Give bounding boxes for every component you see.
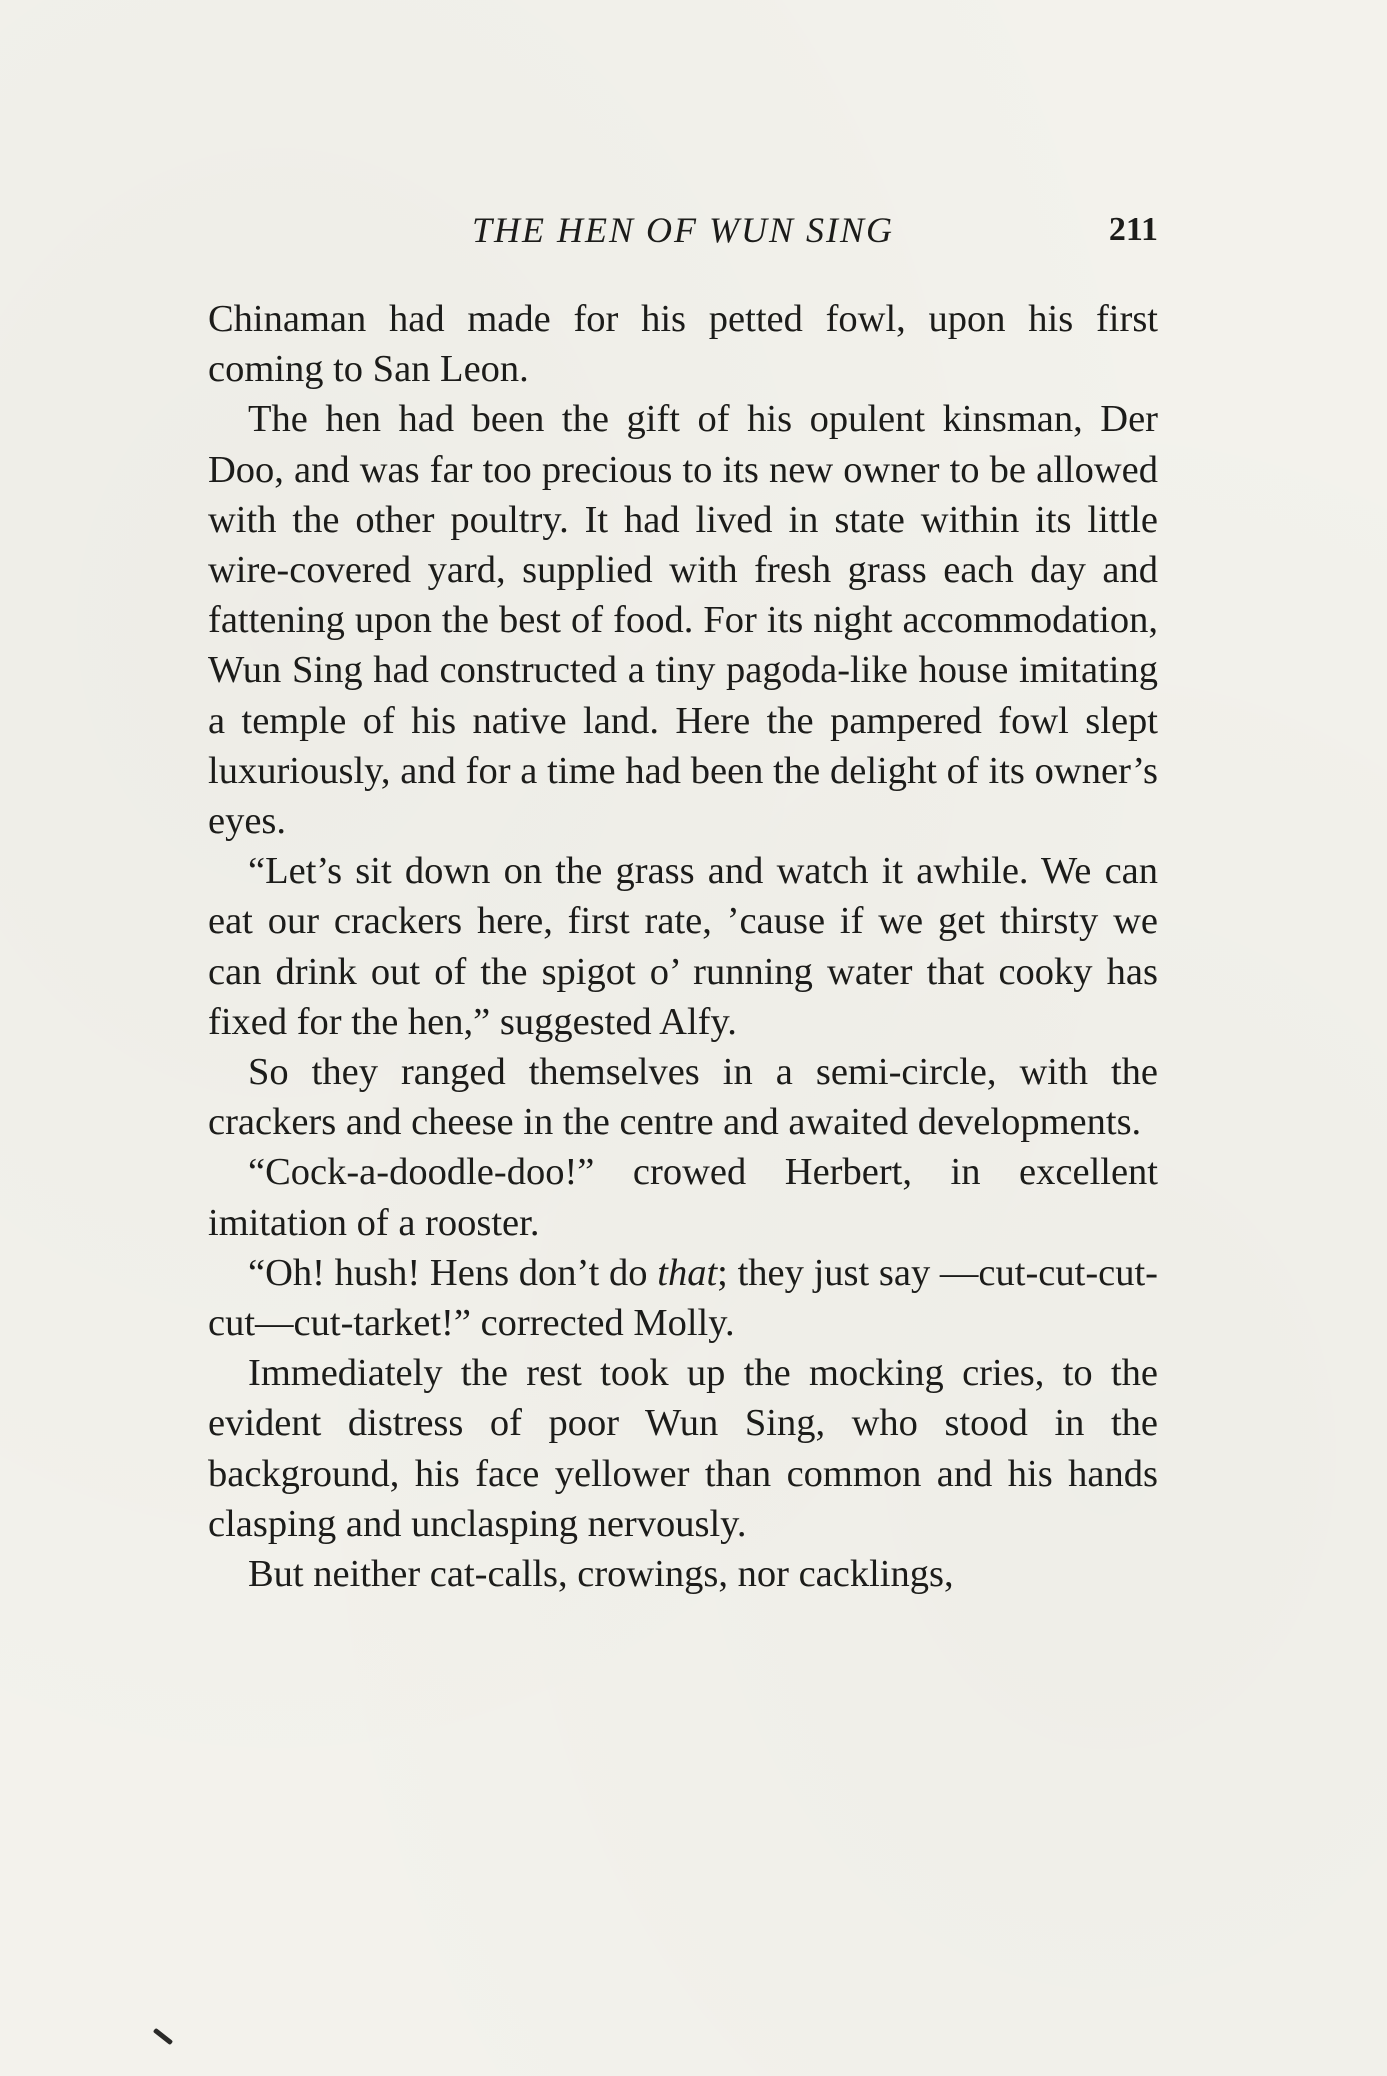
ink-mark (153, 2028, 173, 2045)
paragraph-4: So they ranged themselves in a semi-circle, with the crackers and cheese in the centre and awaited developments. (208, 1051, 1158, 1144)
paragraph-2: The hen had been the gift of his opulent kinsman, Der Doo, and was far too precious to its new owner to be allowed with the other poultry. It had lived in state within its little wire-covered yard, supplied with fresh grass each day and fattening upon the best of food. For its night accommodation, Wun Sing had constructed a tiny pagoda-like house imitating a temple of his native land. Here the pampered fowl slept luxuriously, and for a time had been the delight of its owner’s eyes. (208, 398, 1158, 843)
paragraph-8: But neither cat-calls, crowings, nor cacklings, (248, 1553, 954, 1596)
paragraph-1: Chinaman had made for his petted fowl, upon his first coming to San Leon. (208, 298, 1158, 391)
running-head (208, 205, 1158, 255)
paragraph-6-emphasis: that (657, 1251, 718, 1294)
paragraph-7: Immediately the rest took up the mocking cries, to the evident distress of poor Wun Sing, who stood in the background, his face yellower than common and his hands clasping and unclasping nervously. (208, 1352, 1158, 1545)
page-number: 211 (1108, 211, 1158, 248)
paragraph-5: “Cock-a-doodle-doo!” crowed Herbert, in excellent imitation of a rooster. (208, 1151, 1158, 1244)
running-title: THE HEN OF WUN SING (472, 210, 894, 250)
paragraph-3: “Let’s sit down on the grass and watch it awhile. We can eat our crackers here, first rate, ’cause if we get thirsty we can drink out of the spigot o’ running water that cooky has fixed for the hen,” suggested Alfy. (208, 850, 1158, 1043)
body-text (208, 294, 1158, 1599)
paragraph-6-start: “Oh! hush! Hens don’t do (248, 1251, 658, 1294)
paragraph-6 (208, 1248, 1158, 1348)
paragraph-6-end: ; they just say —cut-cut-cut-cut—cut-tarket!” corrected Molly. (208, 1251, 1158, 1345)
